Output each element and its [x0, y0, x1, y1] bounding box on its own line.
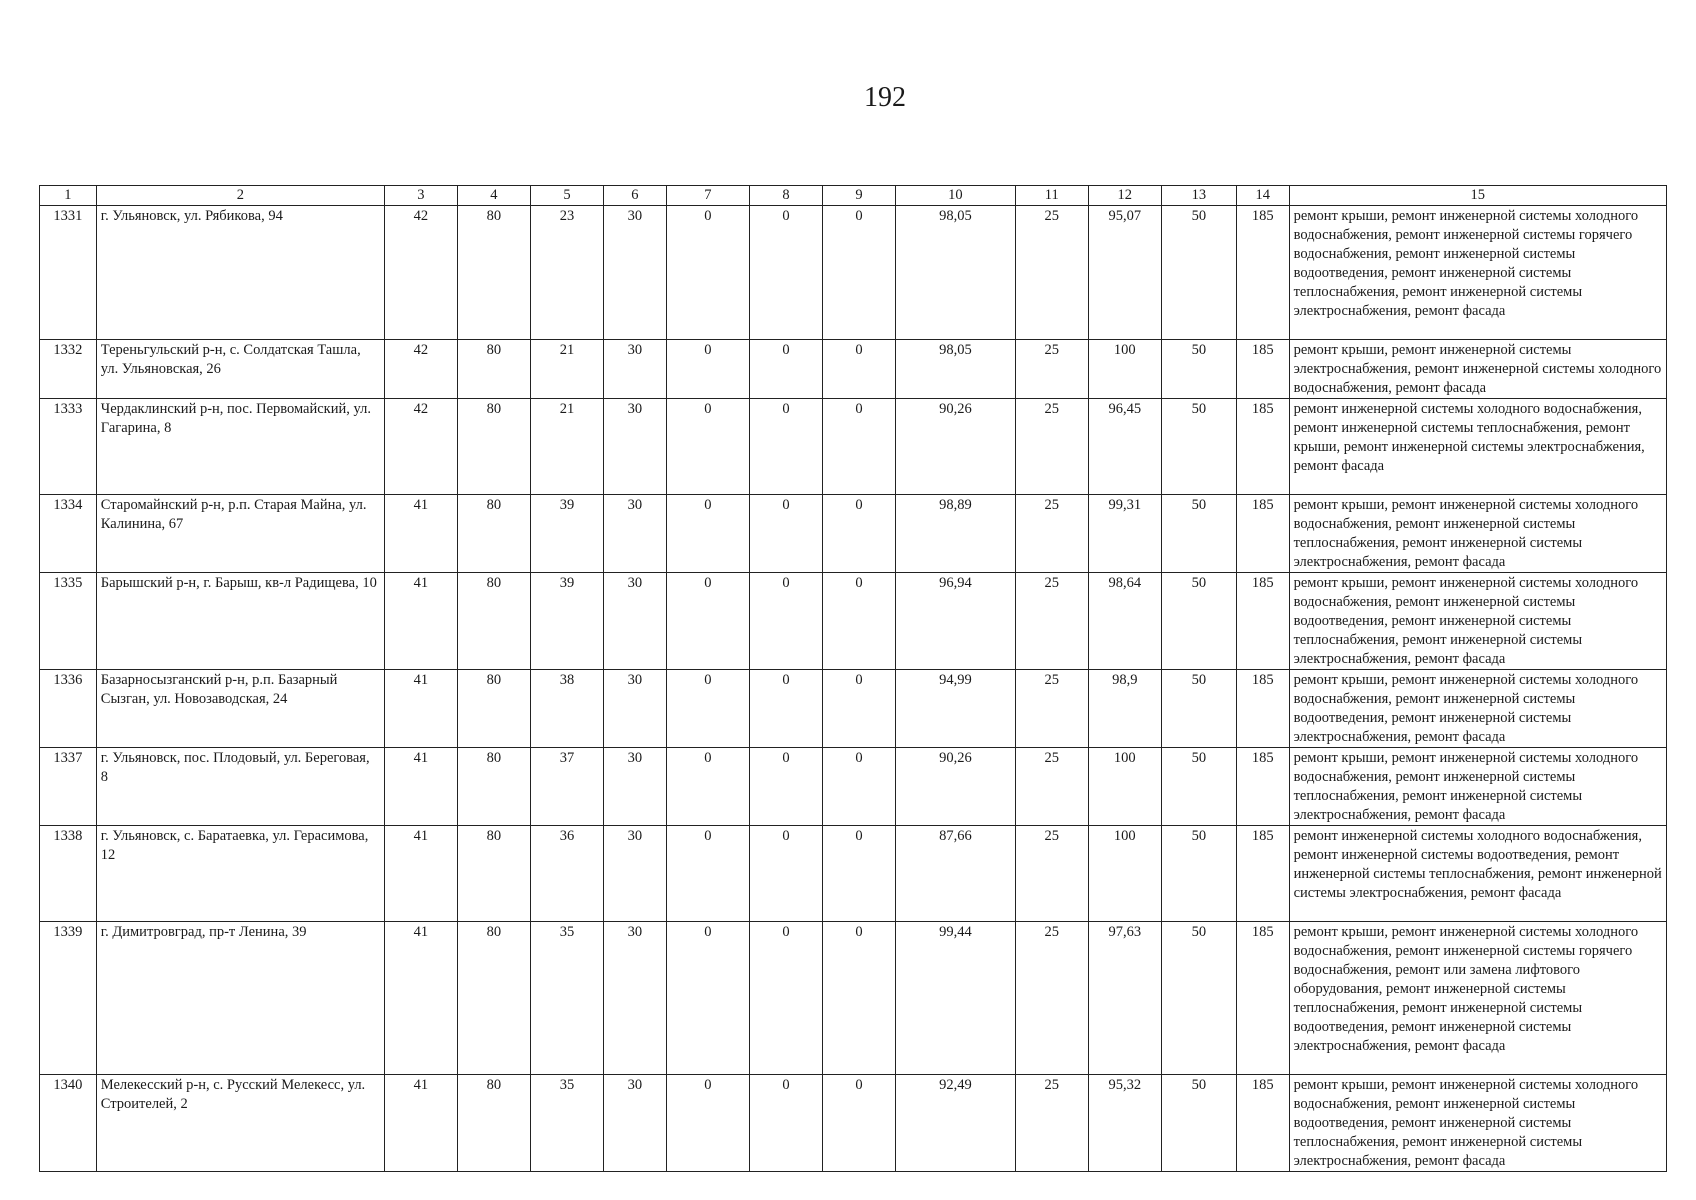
- value-cell: 90,26: [896, 399, 1016, 495]
- table-row: [40, 399, 1667, 495]
- value-cell: 80: [457, 748, 530, 826]
- value-cell: 30: [603, 399, 666, 495]
- value-cell: 41: [384, 826, 457, 922]
- value-cell: 185: [1236, 495, 1289, 573]
- value-cell: 185: [1236, 573, 1289, 670]
- value-cell: 80: [457, 670, 530, 748]
- value-cell: 50: [1161, 670, 1236, 748]
- value-cell: 99,31: [1088, 495, 1161, 573]
- value-cell: 25: [1015, 826, 1088, 922]
- value-cell: 185: [1236, 206, 1289, 340]
- table-row: [40, 826, 1667, 922]
- value-cell: 80: [457, 495, 530, 573]
- value-cell: 80: [457, 399, 530, 495]
- row-number-cell: 1334: [40, 495, 97, 573]
- value-cell: 97,63: [1088, 922, 1161, 1075]
- address-cell: г. Ульяновск, с. Баратаевка, ул. Герасимова, 12: [96, 826, 384, 922]
- value-cell: 100: [1088, 340, 1161, 399]
- value-cell: 0: [666, 1075, 749, 1172]
- register-table: [39, 185, 1667, 1172]
- value-cell: 0: [750, 670, 823, 748]
- value-cell: 25: [1015, 399, 1088, 495]
- value-cell: 0: [750, 495, 823, 573]
- column-header: 15: [1289, 186, 1666, 206]
- value-cell: 25: [1015, 922, 1088, 1075]
- value-cell: 0: [666, 399, 749, 495]
- value-cell: 30: [603, 748, 666, 826]
- value-cell: 25: [1015, 748, 1088, 826]
- value-cell: 50: [1161, 340, 1236, 399]
- value-cell: 50: [1161, 495, 1236, 573]
- table-header: [40, 186, 1667, 206]
- row-number-cell: 1335: [40, 573, 97, 670]
- value-cell: 41: [384, 748, 457, 826]
- value-cell: 0: [823, 206, 896, 340]
- value-cell: 99,44: [896, 922, 1016, 1075]
- value-cell: 30: [603, 573, 666, 670]
- address-cell: г. Димитровград, пр-т Ленина, 39: [96, 922, 384, 1075]
- value-cell: 0: [750, 1075, 823, 1172]
- value-cell: 42: [384, 340, 457, 399]
- table-row: [40, 573, 1667, 670]
- row-number-cell: 1337: [40, 748, 97, 826]
- value-cell: 41: [384, 1075, 457, 1172]
- value-cell: 35: [530, 922, 603, 1075]
- value-cell: 87,66: [896, 826, 1016, 922]
- value-cell: 80: [457, 1075, 530, 1172]
- value-cell: 100: [1088, 748, 1161, 826]
- value-cell: 80: [457, 922, 530, 1075]
- value-cell: 0: [823, 340, 896, 399]
- value-cell: 21: [530, 399, 603, 495]
- value-cell: 96,94: [896, 573, 1016, 670]
- value-cell: 0: [750, 399, 823, 495]
- works-cell: ремонт крыши, ремонт инженерной системы холодного водоснабжения, ремонт инженерной системы теплоснабжения, ремонт инженерной системы электроснабжения, ремонт фасада: [1289, 748, 1666, 826]
- value-cell: 30: [603, 1075, 666, 1172]
- value-cell: 41: [384, 573, 457, 670]
- value-cell: 50: [1161, 922, 1236, 1075]
- value-cell: 92,49: [896, 1075, 1016, 1172]
- works-cell: ремонт инженерной системы холодного водоснабжения, ремонт инженерной системы теплоснабжения, ремонт крыши, ремонт инженерной системы электроснабжения, ремонт фасада: [1289, 399, 1666, 495]
- address-cell: Чердаклинский р-н, пос. Первомайский, ул. Гагарина, 8: [96, 399, 384, 495]
- value-cell: 35: [530, 1075, 603, 1172]
- value-cell: 80: [457, 340, 530, 399]
- value-cell: 96,45: [1088, 399, 1161, 495]
- value-cell: 90,26: [896, 748, 1016, 826]
- value-cell: 185: [1236, 340, 1289, 399]
- table-row: [40, 1075, 1667, 1172]
- value-cell: 94,99: [896, 670, 1016, 748]
- table-row: [40, 206, 1667, 340]
- column-header: 11: [1015, 186, 1088, 206]
- table-row: [40, 340, 1667, 399]
- row-number-cell: 1332: [40, 340, 97, 399]
- value-cell: 0: [750, 573, 823, 670]
- value-cell: 95,07: [1088, 206, 1161, 340]
- value-cell: 30: [603, 826, 666, 922]
- value-cell: 185: [1236, 922, 1289, 1075]
- row-number-cell: 1336: [40, 670, 97, 748]
- value-cell: 0: [666, 495, 749, 573]
- value-cell: 185: [1236, 1075, 1289, 1172]
- address-cell: Базарносызганский р-н, р.п. Базарный Сызган, ул. Новозаводская, 24: [96, 670, 384, 748]
- value-cell: 0: [750, 206, 823, 340]
- value-cell: 23: [530, 206, 603, 340]
- header-row: [40, 186, 1667, 206]
- column-header: 3: [384, 186, 457, 206]
- row-number-cell: 1340: [40, 1075, 97, 1172]
- value-cell: 30: [603, 495, 666, 573]
- table-body: [40, 206, 1667, 1172]
- value-cell: 98,9: [1088, 670, 1161, 748]
- value-cell: 21: [530, 340, 603, 399]
- value-cell: 0: [750, 340, 823, 399]
- value-cell: 0: [823, 922, 896, 1075]
- value-cell: 41: [384, 922, 457, 1075]
- value-cell: 50: [1161, 206, 1236, 340]
- value-cell: 25: [1015, 495, 1088, 573]
- table-row: [40, 922, 1667, 1075]
- value-cell: 30: [603, 670, 666, 748]
- value-cell: 80: [457, 573, 530, 670]
- value-cell: 0: [823, 399, 896, 495]
- value-cell: 0: [823, 1075, 896, 1172]
- value-cell: 50: [1161, 1075, 1236, 1172]
- value-cell: 0: [823, 826, 896, 922]
- column-header: 2: [96, 186, 384, 206]
- column-header: 1: [40, 186, 97, 206]
- address-cell: Мелекесский р-н, с. Русский Мелекесс, ул. Строителей, 2: [96, 1075, 384, 1172]
- value-cell: 36: [530, 826, 603, 922]
- value-cell: 98,05: [896, 206, 1016, 340]
- value-cell: 0: [823, 573, 896, 670]
- value-cell: 0: [823, 748, 896, 826]
- value-cell: 185: [1236, 670, 1289, 748]
- value-cell: 25: [1015, 1075, 1088, 1172]
- value-cell: 50: [1161, 748, 1236, 826]
- column-header: 12: [1088, 186, 1161, 206]
- value-cell: 0: [666, 922, 749, 1075]
- row-number-cell: 1338: [40, 826, 97, 922]
- value-cell: 0: [666, 573, 749, 670]
- address-cell: г. Ульяновск, пос. Плодовый, ул. Береговая, 8: [96, 748, 384, 826]
- value-cell: 185: [1236, 399, 1289, 495]
- works-cell: ремонт крыши, ремонт инженерной системы электроснабжения, ремонт инженерной системы холодного водоснабжения, ремонт фасада: [1289, 340, 1666, 399]
- column-header: 6: [603, 186, 666, 206]
- page-number: 192: [864, 82, 906, 113]
- value-cell: 0: [666, 748, 749, 826]
- value-cell: 42: [384, 206, 457, 340]
- column-header: 13: [1161, 186, 1236, 206]
- column-header: 8: [750, 186, 823, 206]
- address-cell: Тереньгульский р-н, с. Солдатская Ташла, ул. Ульяновская, 26: [96, 340, 384, 399]
- value-cell: 30: [603, 922, 666, 1075]
- column-header: 5: [530, 186, 603, 206]
- value-cell: 0: [823, 495, 896, 573]
- value-cell: 50: [1161, 826, 1236, 922]
- value-cell: 0: [750, 748, 823, 826]
- address-cell: Старомайнский р-н, р.п. Старая Майна, ул. Калинина, 67: [96, 495, 384, 573]
- works-cell: ремонт крыши, ремонт инженерной системы холодного водоснабжения, ремонт инженерной системы горячего водоснабжения, ремонт инженерной системы водоотведения, ремонт инженерной системы теплоснабжения, ремонт инженерной системы электроснабжения, ремонт фасада: [1289, 206, 1666, 340]
- value-cell: 25: [1015, 206, 1088, 340]
- value-cell: 50: [1161, 399, 1236, 495]
- value-cell: 41: [384, 670, 457, 748]
- works-cell: ремонт крыши, ремонт инженерной системы холодного водоснабжения, ремонт инженерной системы теплоснабжения, ремонт инженерной системы электроснабжения, ремонт фасада: [1289, 495, 1666, 573]
- value-cell: 185: [1236, 748, 1289, 826]
- value-cell: 98,89: [896, 495, 1016, 573]
- works-cell: ремонт инженерной системы холодного водоснабжения, ремонт инженерной системы водоотведения, ремонт инженерной системы теплоснабжения, ремонт инженерной системы электроснабжения, ремонт фасада: [1289, 826, 1666, 922]
- column-header: 14: [1236, 186, 1289, 206]
- table-row: [40, 670, 1667, 748]
- works-cell: ремонт крыши, ремонт инженерной системы холодного водоснабжения, ремонт инженерной системы водоотведения, ремонт инженерной системы теплоснабжения, ремонт инженерной системы электроснабжения, ремонт фасада: [1289, 1075, 1666, 1172]
- value-cell: 25: [1015, 573, 1088, 670]
- table-row: [40, 495, 1667, 573]
- works-cell: ремонт крыши, ремонт инженерной системы холодного водоснабжения, ремонт инженерной системы горячего водоснабжения, ремонт или замена лифтового оборудования, ремонт инженерной системы теплоснабжения, ремонт инженерной системы водоотведения, ремонт инженерной системы электроснабжения, ремонт фасада: [1289, 922, 1666, 1075]
- value-cell: 185: [1236, 826, 1289, 922]
- value-cell: 0: [666, 826, 749, 922]
- value-cell: 0: [666, 206, 749, 340]
- table-row: [40, 748, 1667, 826]
- value-cell: 50: [1161, 573, 1236, 670]
- value-cell: 80: [457, 826, 530, 922]
- row-number-cell: 1331: [40, 206, 97, 340]
- value-cell: 0: [750, 826, 823, 922]
- value-cell: 25: [1015, 670, 1088, 748]
- value-cell: 100: [1088, 826, 1161, 922]
- value-cell: 98,05: [896, 340, 1016, 399]
- address-cell: г. Ульяновск, ул. Рябикова, 94: [96, 206, 384, 340]
- value-cell: 38: [530, 670, 603, 748]
- value-cell: 80: [457, 206, 530, 340]
- value-cell: 95,32: [1088, 1075, 1161, 1172]
- value-cell: 41: [384, 495, 457, 573]
- value-cell: 25: [1015, 340, 1088, 399]
- value-cell: 30: [603, 206, 666, 340]
- column-header: 9: [823, 186, 896, 206]
- column-header: 4: [457, 186, 530, 206]
- value-cell: 98,64: [1088, 573, 1161, 670]
- value-cell: 39: [530, 495, 603, 573]
- value-cell: 0: [823, 670, 896, 748]
- value-cell: 0: [666, 340, 749, 399]
- column-header: 7: [666, 186, 749, 206]
- value-cell: 30: [603, 340, 666, 399]
- value-cell: 39: [530, 573, 603, 670]
- address-cell: Барышский р-н, г. Барыш, кв-л Радищева, 10: [96, 573, 384, 670]
- works-cell: ремонт крыши, ремонт инженерной системы холодного водоснабжения, ремонт инженерной системы водоотведения, ремонт инженерной системы электроснабжения, ремонт фасада: [1289, 670, 1666, 748]
- value-cell: 37: [530, 748, 603, 826]
- works-cell: ремонт крыши, ремонт инженерной системы холодного водоснабжения, ремонт инженерной системы водоотведения, ремонт инженерной системы теплоснабжения, ремонт инженерной системы электроснабжения, ремонт фасада: [1289, 573, 1666, 670]
- row-number-cell: 1333: [40, 399, 97, 495]
- value-cell: 42: [384, 399, 457, 495]
- row-number-cell: 1339: [40, 922, 97, 1075]
- value-cell: 0: [666, 670, 749, 748]
- value-cell: 0: [750, 922, 823, 1075]
- column-header: 10: [896, 186, 1016, 206]
